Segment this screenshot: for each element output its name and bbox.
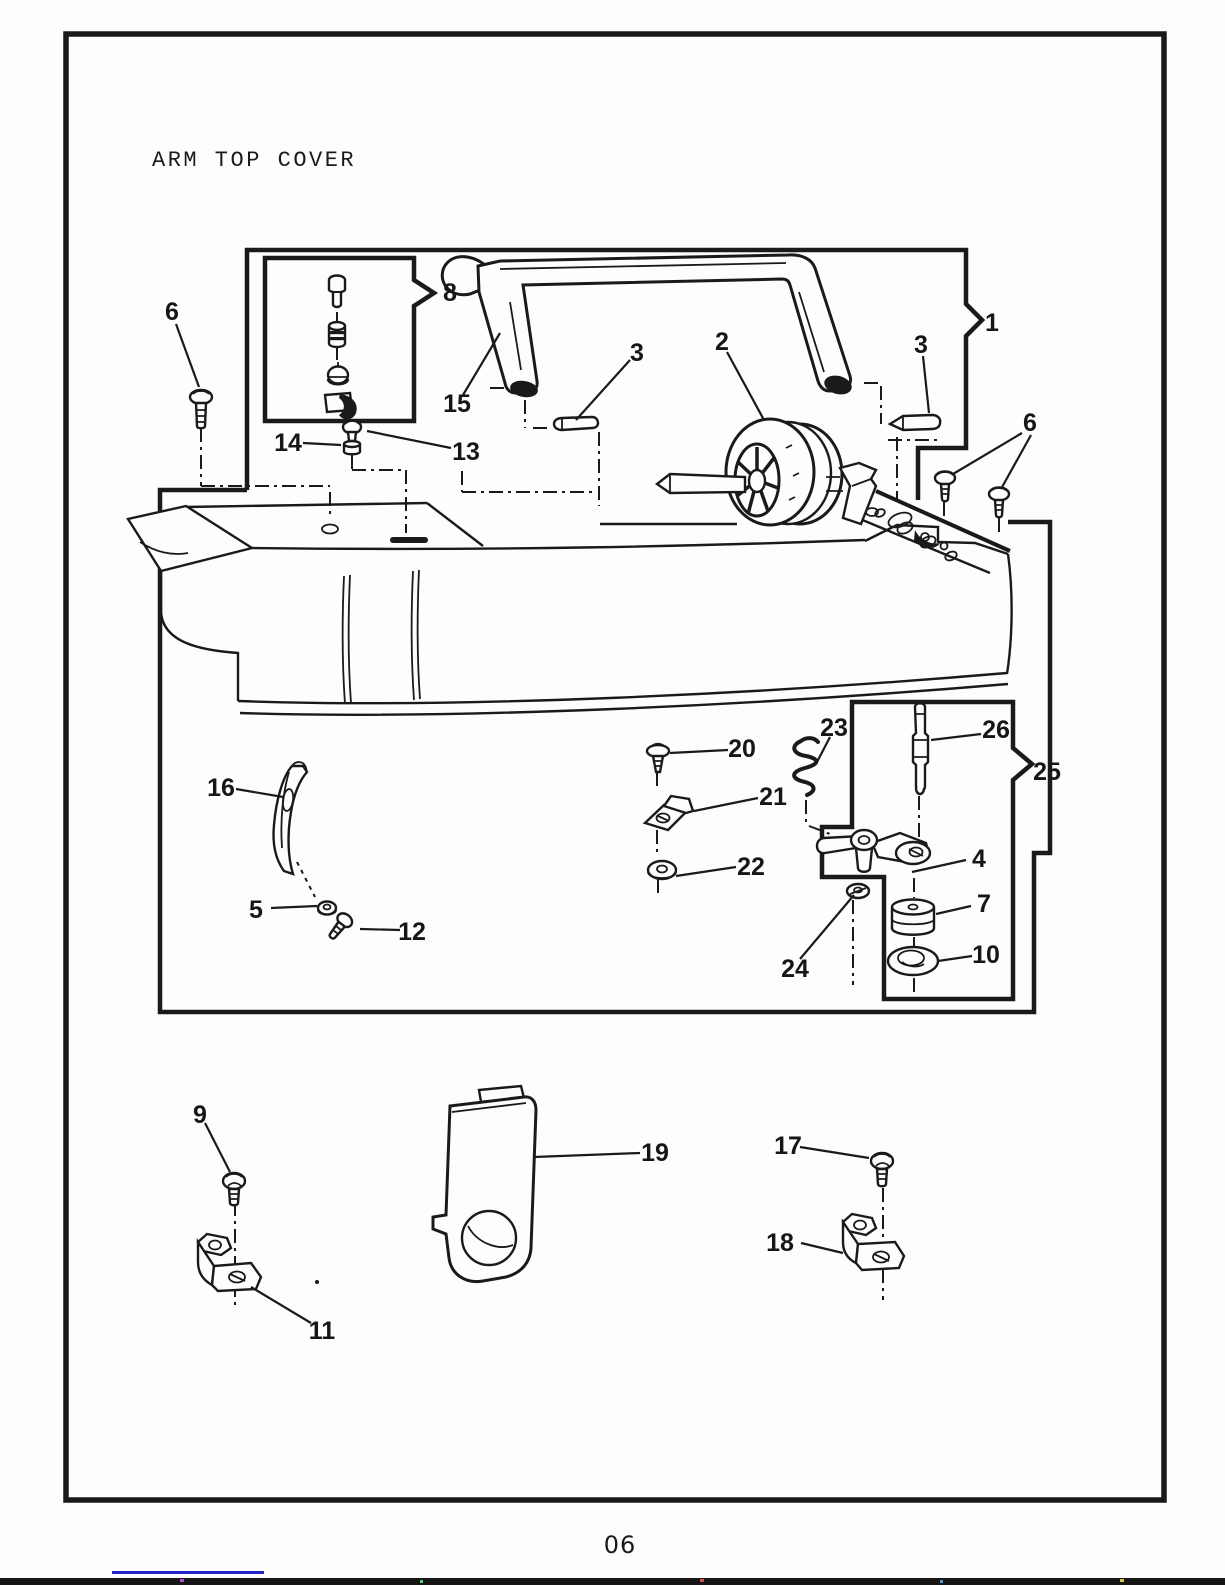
part-callout-25: 25 [1033,758,1061,786]
assembly-region-outlines [160,250,1050,1012]
latch-16 [273,762,307,874]
part-callout-4: 4 [972,845,986,873]
part-callout-20: 20 [728,735,756,763]
cover-left-end-cap [128,506,252,571]
screw-20 [647,744,669,772]
scan-speck [315,1280,319,1284]
part-callout-11: 11 [308,1317,336,1345]
part-callout-6-left: 6 [165,298,179,326]
part8-clip [325,393,357,419]
part-callout-12: 12 [398,918,426,946]
part-callout-2: 2 [715,328,729,356]
part-callout-7: 7 [977,890,991,918]
part-callout-10: 10 [972,941,1000,969]
cover-19 [433,1086,536,1282]
part-callout-5: 5 [249,896,263,924]
part-callout-23: 23 [820,714,848,742]
screw-9 [223,1173,245,1205]
clamp-bracket [840,463,876,524]
part-callout-24: 24 [781,955,809,983]
part-callout-18: 18 [766,1229,794,1257]
part8-cap [328,362,348,384]
screw-17 [871,1153,893,1186]
part8-plug-screw [329,276,345,308]
part-callout-19: 19 [641,1139,669,1167]
cover-slot [390,537,428,543]
part-callouts [165,279,1061,1345]
nut-22 [648,861,676,879]
bracket-18 [843,1214,904,1270]
part8-bushing [329,322,345,347]
handle-band [478,255,851,393]
scan-edge-band [0,1578,1225,1585]
part-callout-21: 21 [759,783,787,811]
part-callout-26: 26 [982,716,1010,744]
part-callout-9: 9 [193,1101,207,1129]
part-callout-3-right: 3 [914,331,928,359]
page-title: ARM TOP COVER [152,148,357,173]
part-callout-15: 15 [443,390,471,418]
part-callout-13: 13 [452,438,480,466]
bracket-11 [198,1234,261,1291]
carry-handle [442,255,854,399]
part-callout-14: 14 [274,429,302,457]
blue-underline-artifact [112,1571,264,1574]
part-callout-3-left: 3 [630,339,644,367]
part-callout-8: 8 [443,279,457,307]
part-callout-6-right: 6 [1023,409,1037,437]
page-number: 06 [603,1531,637,1559]
part-callout-16: 16 [207,774,235,802]
screws-6-right [935,472,1009,518]
arm-top-cover-body [128,491,1012,715]
lever-4 [817,830,930,872]
cover-19-hole [462,1211,516,1265]
part8-kit [325,276,357,420]
cushion-7 [892,900,934,935]
screw-13 [343,421,361,442]
pin-3-right [890,415,940,430]
cover-screw-hole [322,525,338,534]
part-callout-22: 22 [737,853,765,881]
leader-lines [176,324,1031,1323]
region-outline-part1 [247,250,982,500]
nut-5 [318,902,336,915]
bracket-21 [645,796,693,830]
nut-24 [847,884,869,898]
washer-10 [888,947,938,975]
part-callout-1: 1 [985,309,999,337]
part-callout-17: 17 [774,1132,802,1160]
spring-23 [794,738,818,795]
handwheel-assembly [657,419,876,525]
bushing-14 [344,441,360,454]
screw-6-left [190,390,212,428]
pin-26 [913,703,928,794]
